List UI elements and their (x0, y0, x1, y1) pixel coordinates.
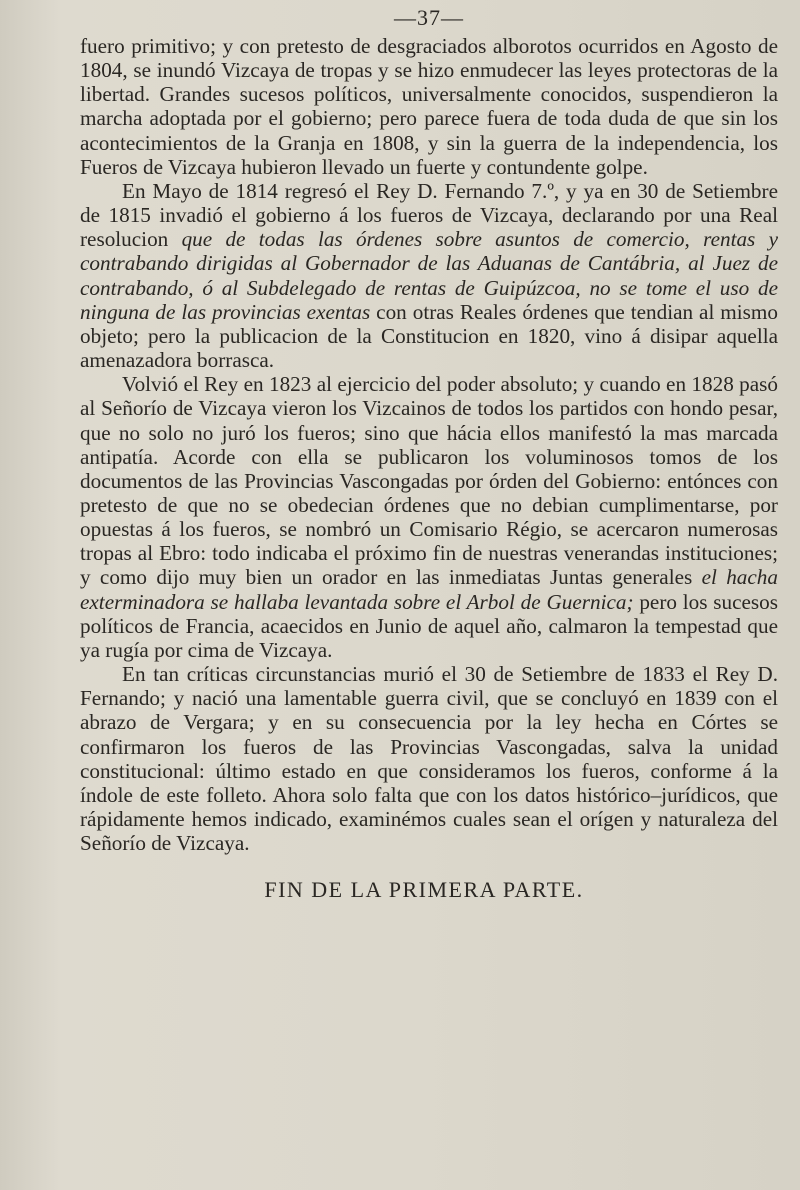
text-run: fuero primitivo; y con pretesto de desgraciados alborotos ocurridos en Agosto de 1804, se inundó Vizcaya de tropas y se hizo enmudecer las leyes protectoras de la libertad. Grandes sucesos políticos, universalmente conocidos, suspendieron la marcha adoptada por el gobierno; pero parece fuera de toda duda de que sin los acontecimientos de la Granja en 1808, y sin la guerra de la independencia, los Fueros de Vizcaya hubieron llevado un fuerte y contundente golpe. (80, 34, 778, 179)
text-run: En tan críticas circunstancias murió el 30 de Setiembre de 1833 el Rey D. Fernando; y nació una lamentable guerra civil, que se concluyó en 1839 con el abrazo de Vergara; y en su consecuencia por la ley hecha en Córtes se confirmaron los fueros de las Provincias Vascongadas, salva la unidad constitucional: último estado en que consideramos los fueros, conforme á la índole de este folleto. Ahora solo falta que con los datos histórico–jurídicos, que rápidamente hemos indicado, examinémos cuales sean el orígen y naturaleza del Señorío de Vizcaya. (80, 662, 778, 856)
text-run: pero los sucesos políticos de Francia, acaecidos en Junio de aquel año, calmaron la tempestad que ya rugía por cima de Vizcaya. (80, 589, 778, 662)
text-run: Volvió el Rey en 1823 al ejercicio del poder absoluto; y cuando en 1828 pasó al Señorío de Vizcaya vieron los Vizcainos de todos los partidos con hondo pesar, que no solo no juró los fueros; sino que hácia ellos manifestó la mas marcada antipatía. Acorde con ella se publicaron los voluminosos tomos de los documentos de las Provincias Vascongadas por órden del Gobierno: entónces con pretesto de que no se obedecian órdenes que no debian cumplimentarse, por opuestas á los fueros, se nombró un Comisario Régio, se acercaron numerosas tropas al Ebro: todo indicaba el próximo fin de nuestras venerandas instituciones; y como dijo muy bien un orador en las inmediatas Juntas generales (80, 372, 778, 590)
body-text (80, 34, 778, 855)
paragraph-2 (80, 179, 778, 372)
paragraph-4 (80, 662, 778, 855)
italic-quotation: el hacha exterminadora se hallaba levantada sobre el Arbol de Guernica; (80, 565, 778, 614)
paragraph-1 (80, 34, 778, 179)
text-run: con otras Reales órdenes que tendian al mismo objeto; pero la publicacion de la Constitucion en 1820, vino á disipar aquella amenazadora borrasca. (80, 299, 778, 373)
paragraph-3 (80, 372, 778, 662)
page-number: —37— (394, 5, 464, 30)
italic-quotation: que de todas las órdenes sobre asuntos de comercio, rentas y contrabando dirigidas al Gobernador de las Aduanas de Cantábria, al Juez de contrabando, ó al Subdelegado de rentas de Guipúzcoa, no se tome el uso de ninguna de las provincias exentas (80, 227, 778, 324)
closing-heading: FIN DE LA PRIMERA PARTE. (264, 877, 584, 903)
text-run: En Mayo de 1814 regresó el Rey D. Fernando 7.º, y ya en 30 de Setiembre de 1815 invadió el gobierno á los fueros de Vizcaya, declarando por una Real resolucion (80, 178, 778, 252)
